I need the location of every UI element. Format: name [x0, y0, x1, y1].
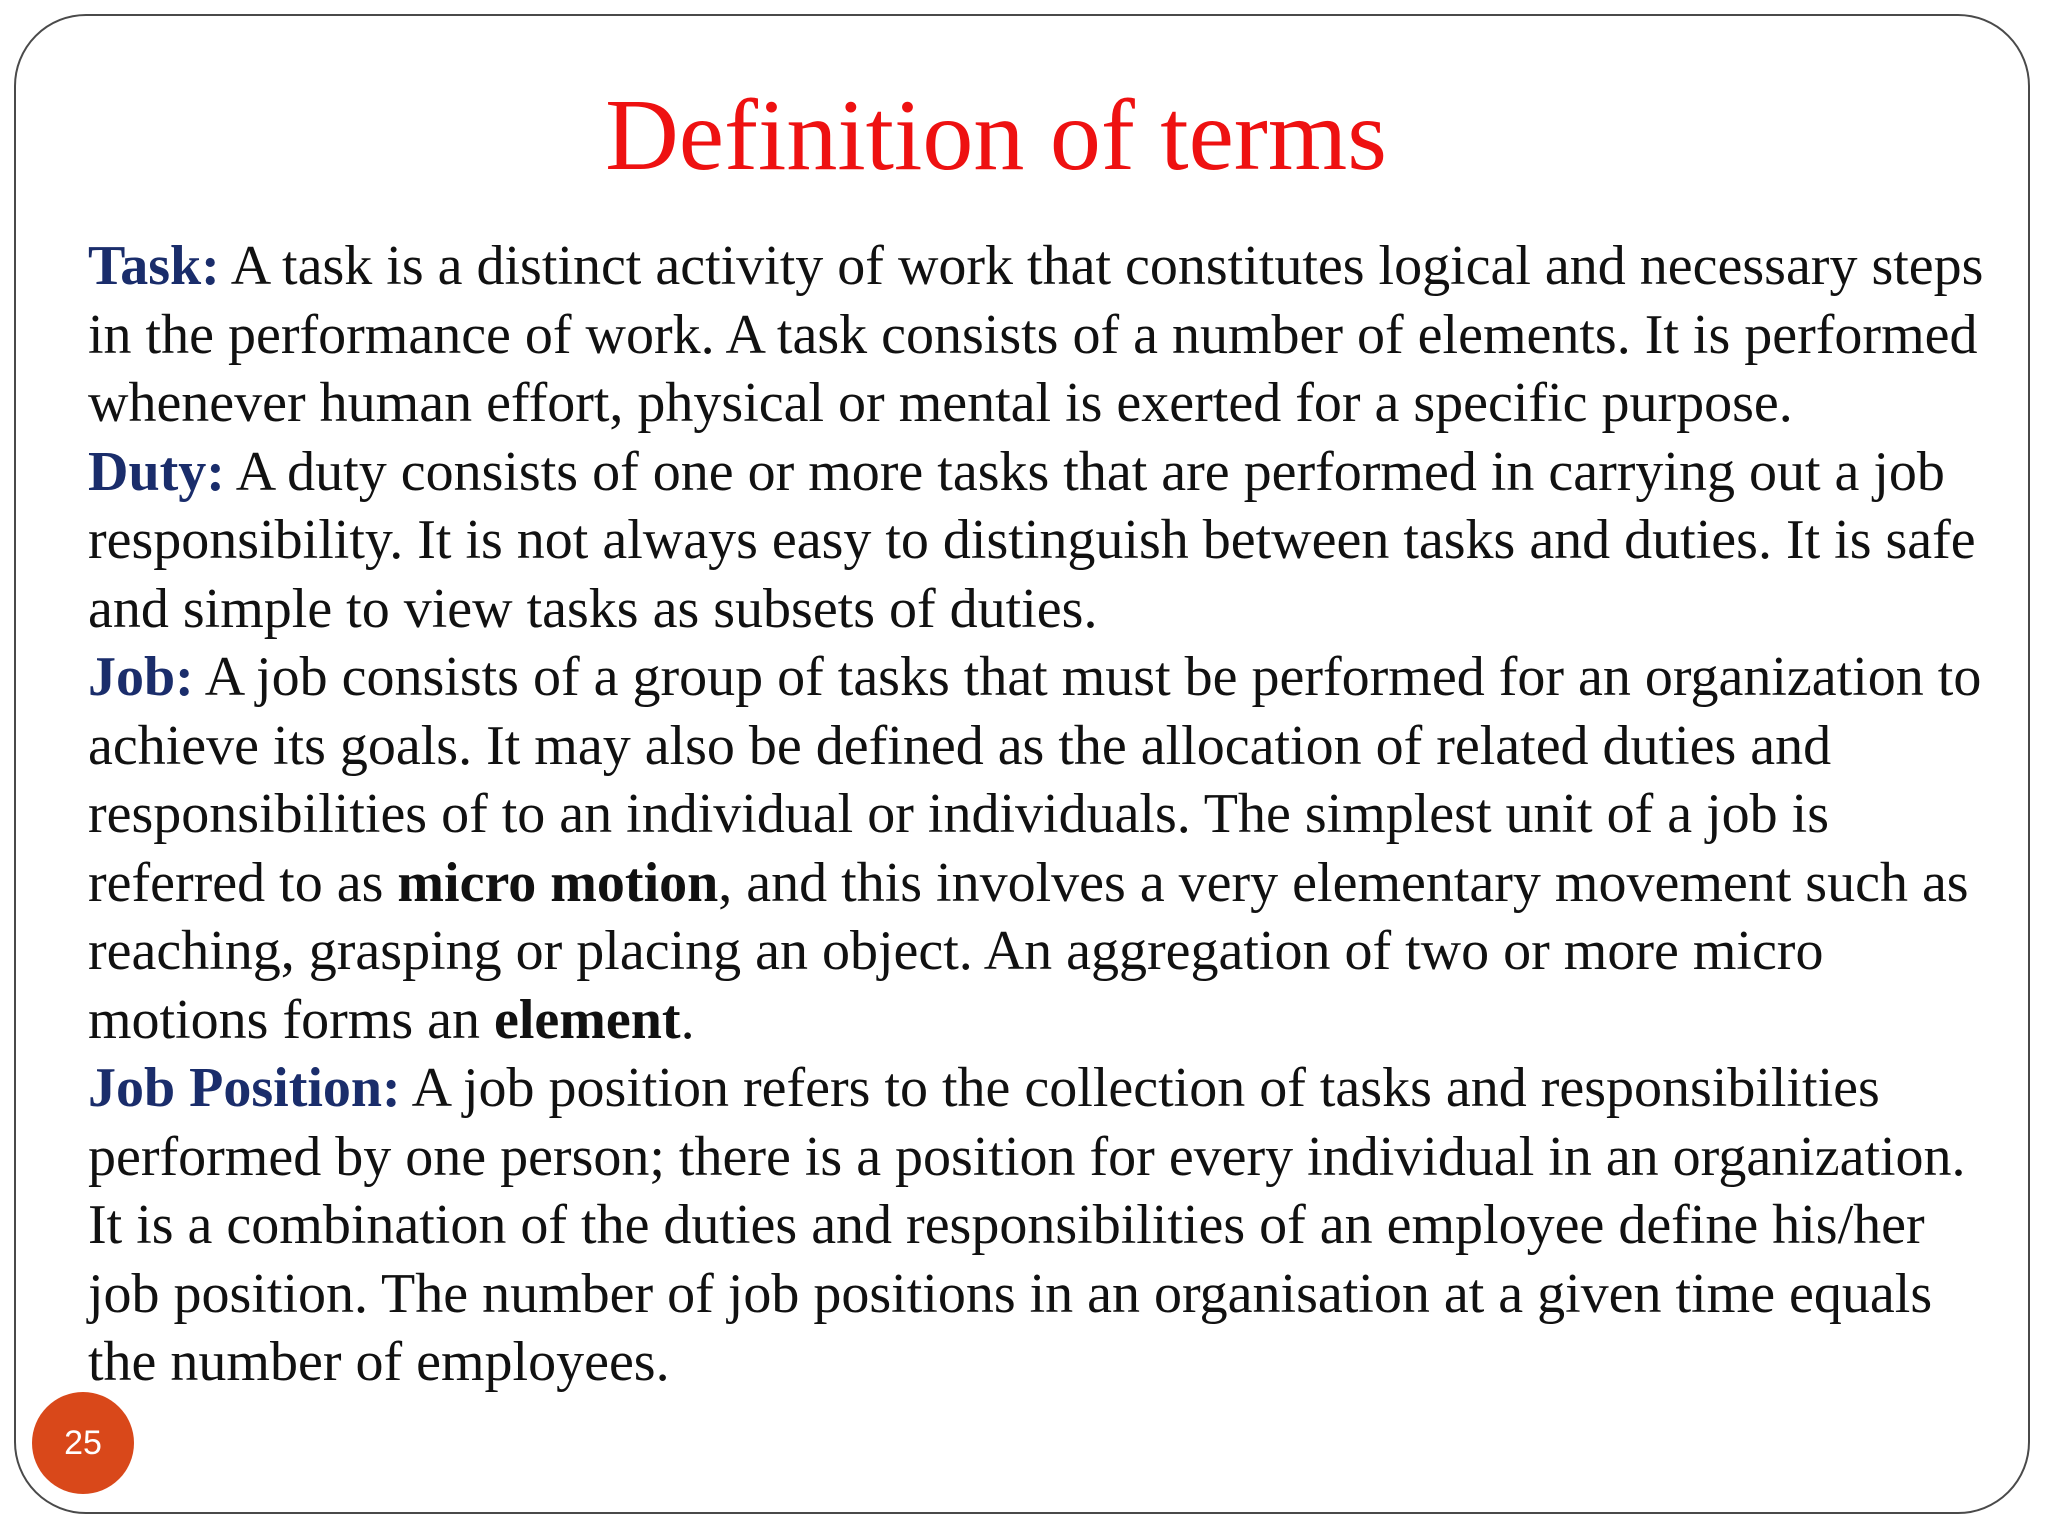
definition-duty	[88, 438, 1988, 644]
definition-job-text-3: .	[680, 988, 695, 1051]
page-number-badge: 25	[32, 1392, 134, 1494]
definition-job	[88, 643, 1988, 1054]
definition-job-text-2: , and this involves a very elementary movement such as reaching, grasping or placing an object. An aggregation of two or more micro motions forms an	[88, 851, 1969, 1051]
definition-job-position	[88, 1054, 1988, 1397]
definition-job-text-1: A job consists of a group of tasks that must be performed for an organization to achieve its goals. It may also be defined as the allocation of related duties and responsibilities of to an individual or individuals. The simplest unit of a job is referred to as	[88, 646, 1982, 914]
slide-frame	[14, 14, 2030, 1514]
highlight-element: element	[493, 988, 681, 1051]
term-duty: Duty:	[88, 440, 225, 503]
highlight-micro-motion: micro motion	[397, 851, 719, 914]
term-job: Job:	[88, 646, 194, 708]
definitions-body	[88, 232, 1988, 1397]
term-task: Task:	[88, 235, 220, 297]
term-job-position: Job Position:	[88, 1057, 401, 1119]
slide-title: Definition of terms	[605, 79, 1387, 192]
definition-task	[88, 232, 1988, 438]
definition-job-position-text: A job position refers to the collection of tasks and responsibilities performed by one person; there is a position for every individual in an organization. It is a combination of the duties and responsibilities of an employee define his/her job position. The number of job positions in an organisation at a given time equals the number of employees.	[88, 1057, 1966, 1393]
definition-task-text: A task is a distinct activity of work that constitutes logical and necessary steps in the performance of work. A task consists of a number of elements. It is performed whenever human effort, physical or mental is exerted for a specific purpose.	[88, 235, 1984, 434]
definition-duty-text: A duty consists of one or more tasks that are performed in carrying out a job responsibility. It is not always easy to distinguish between tasks and duties. It is safe and simple to view tasks as subsets of duties.	[88, 440, 1976, 640]
